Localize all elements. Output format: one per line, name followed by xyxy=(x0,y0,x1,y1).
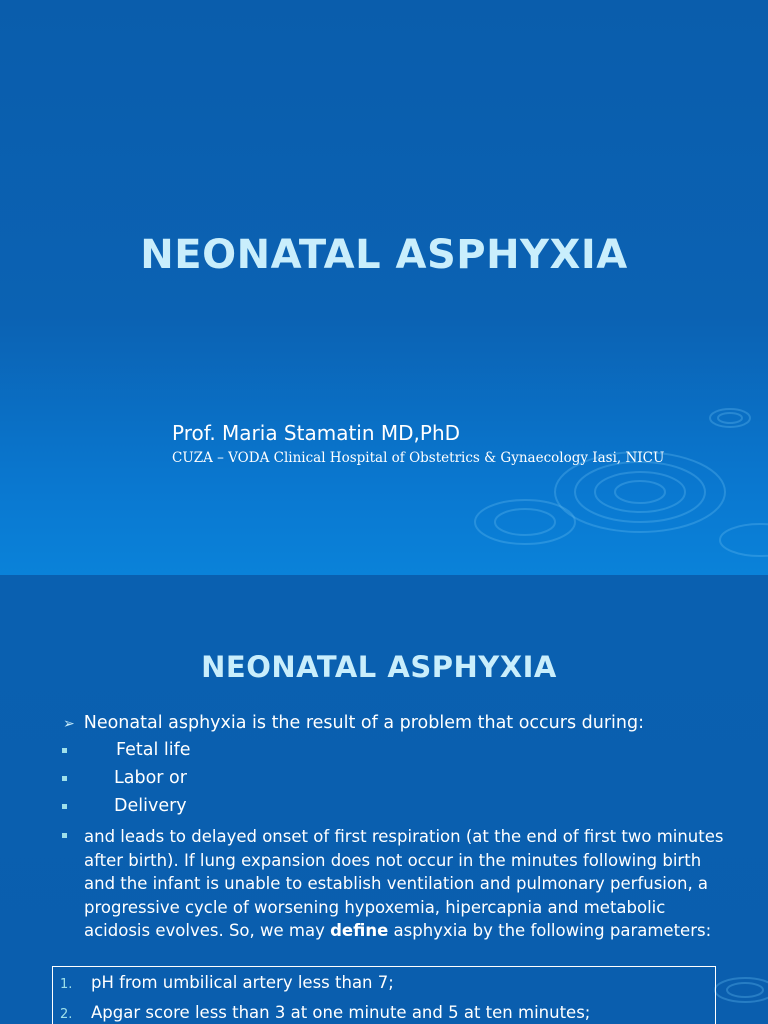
item-number: 1. xyxy=(60,977,73,992)
arrow-bullet-icon: ➢ xyxy=(63,716,75,732)
content-slide xyxy=(0,575,768,1024)
list-item xyxy=(62,796,187,819)
square-bullet-icon xyxy=(62,748,67,753)
slide-title: NEONATAL ASPHYXIA xyxy=(140,232,628,278)
item-text: pH from umbilical artery less than 7; xyxy=(91,973,394,992)
list-item xyxy=(62,768,187,791)
list-item-text: Labor or xyxy=(114,768,187,788)
numbered-item xyxy=(60,973,394,992)
intro-text: Neonatal asphyxia is the result of a problem that occurs during: xyxy=(83,713,644,733)
square-bullet-icon xyxy=(62,804,67,809)
list-item-text: Fetal life xyxy=(116,740,191,760)
item-text: Apgar score less than 3 at one minute and 5 at ten minutes; xyxy=(91,1003,591,1022)
square-bullet-icon xyxy=(62,833,67,838)
definition-paragraph xyxy=(84,825,724,943)
item-number: 2. xyxy=(60,1007,73,1022)
list-item-text: Delivery xyxy=(114,796,187,816)
numbered-criteria-box xyxy=(52,966,716,1024)
paragraph-bold-text: define xyxy=(330,921,389,940)
square-bullet-icon xyxy=(62,776,67,781)
list-item xyxy=(62,740,191,763)
author-name: Prof. Maria Stamatin MD,PhD xyxy=(172,421,461,445)
paragraph-text: asphyxia by the following parameters: xyxy=(388,921,712,940)
intro-line xyxy=(63,713,644,733)
numbered-item xyxy=(60,1003,590,1022)
affiliation: CUZA – VODA Clinical Hospital of Obstetrics & Gynaecology Iasi, NICU xyxy=(172,450,665,466)
paragraph-text: and leads to delayed onset of first respiration (at the end of first two minutes after birth). If lung expansion does not occur in the minutes following birth and the infant is unable to establish ventilation and pulmonary perfusion, a progressive cycle of worsening hypoxemia, hipercapnia and metabolic acidosis evolves. So, we may xyxy=(84,827,724,940)
slide-title: NEONATAL ASPHYXIA xyxy=(201,650,557,684)
